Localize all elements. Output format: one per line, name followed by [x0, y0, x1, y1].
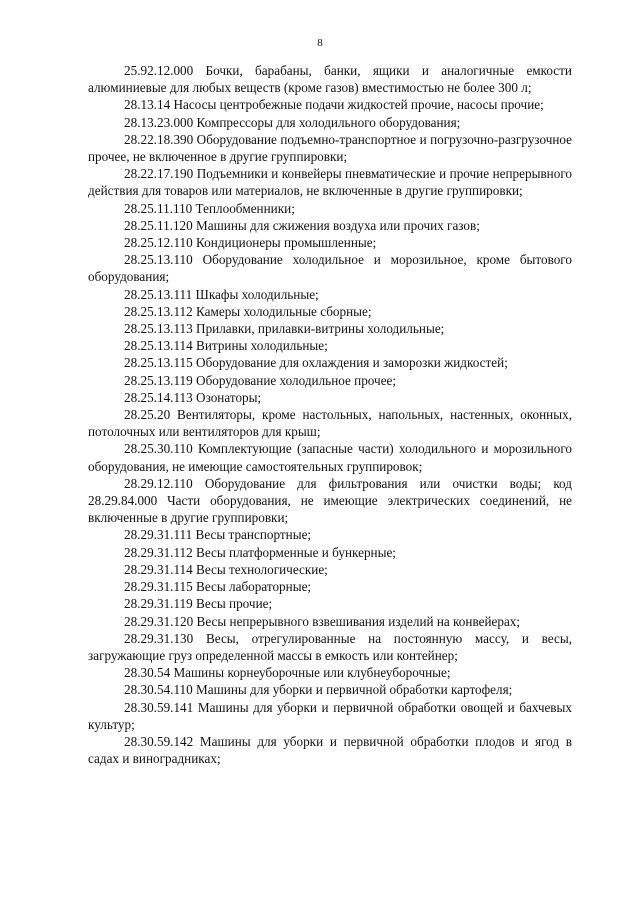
list-item-28-25-20: 28.25.20 Вентиляторы, кроме настольных, напольных, настенных, оконных, потолочных или вентиляторов для крыш; [88, 407, 572, 440]
list-item-28-25-13-115: 28.25.13.115 Оборудование для охлаждения и заморозки жидкостей; [124, 355, 508, 371]
list-item-28-29-31-130: 28.29.31.130 Весы, отрегулированные на постоянную массу, и весы, загружающие груз определенной массы в емкость или контейнер; [88, 630, 572, 663]
list-item-28-22-17-190: 28.22.17.190 Подъемники и конвейеры пневматические и прочие непрерывного действия для товаров или материалов, не включенные в другие группировки; [88, 166, 572, 199]
list-item-28-25-11-120: 28.25.11.120 Машины для сжижения воздуха или прочих газов; [124, 217, 480, 233]
list-item-28-25-30-110: 28.25.30.110 Комплектующие (запасные части) холодильного и морозильного оборудования, не имеющие самостоятельных группировок; [88, 441, 572, 474]
list-item-28-29-31-115: 28.29.31.115 Весы лабораторные; [124, 579, 312, 595]
list-item-28-13-14: 28.13.14 Насосы центробежные подачи жидкостей прочие, насосы прочие; [124, 97, 544, 113]
list-item-25-92-12-000: 25.92.12.000 Бочки, барабаны, банки, ящики и аналогичные емкости алюминиевые для любых веществ (кроме газов) вместимостью не более 300 л; [88, 63, 572, 96]
list-item-28-25-13-111: 28.25.13.111 Шкафы холодильные; [124, 286, 319, 302]
list-item-28-30-54: 28.30.54 Машины корнеуборочные или клубнеуборочные; [124, 665, 451, 681]
list-item-28-29-31-119: 28.29.31.119 Весы прочие; [124, 596, 273, 612]
list-item-28-29-31-111: 28.29.31.111 Весы транспортные; [124, 527, 312, 543]
document-body [88, 62, 572, 767]
list-item-28-29-31-112: 28.29.31.112 Весы платформенные и бункерные; [124, 544, 396, 560]
list-item-28-25-12-110: 28.25.12.110 Кондиционеры промышленные; [124, 235, 377, 251]
list-item-28-25-13-119: 28.25.13.119 Оборудование холодильное прочее; [124, 372, 397, 388]
list-item-28-29-12-110: 28.29.12.110 Оборудование для фильтрования или очистки воды; код 28.29.84.000 Части оборудования, не имеющие электрических соединений, не включенные в другие группировки; [88, 475, 572, 526]
list-item-28-30-59-142: 28.30.59.142 Машины для уборки и первичной обработки плодов и ягод в садах и виноградниках; [88, 733, 572, 767]
list-item-28-25-13-113: 28.25.13.113 Прилавки, прилавки-витрины холодильные; [124, 321, 445, 337]
list-item-28-25-14-113: 28.25.14.113 Озонаторы; [124, 389, 262, 405]
list-item-28-25-13-110: 28.25.13.110 Оборудование холодильное и морозильное, кроме бытового оборудования; [88, 252, 572, 285]
list-item-28-13-23-000: 28.13.23.000 Компрессоры для холодильного оборудования; [124, 114, 461, 130]
list-item-28-25-13-112: 28.25.13.112 Камеры холодильные сборные; [124, 303, 372, 319]
list-item-28-29-31-114: 28.29.31.114 Весы технологические; [124, 561, 328, 577]
list-item-28-30-54-110: 28.30.54.110 Машины для уборки и первичной обработки картофеля; [124, 682, 513, 698]
list-item-28-22-18-390: 28.22.18.390 Оборудование подъемно-транспортное и погрузочно-разгрузочное прочее, не включенное в другие группировки; [88, 131, 572, 165]
list-item-28-25-13-114: 28.25.13.114 Витрины холодильные; [124, 338, 328, 354]
list-item-28-25-11-110: 28.25.11.110 Теплообменники; [124, 200, 295, 216]
page-number: 8 [317, 37, 323, 49]
list-item-28-29-31-120: 28.29.31.120 Весы непрерывного взвешивания изделий на конвейерах; [124, 613, 521, 629]
list-item-28-30-59-141: 28.30.59.141 Машины для уборки и первичной обработки овощей и бахчевых культур; [88, 699, 572, 732]
